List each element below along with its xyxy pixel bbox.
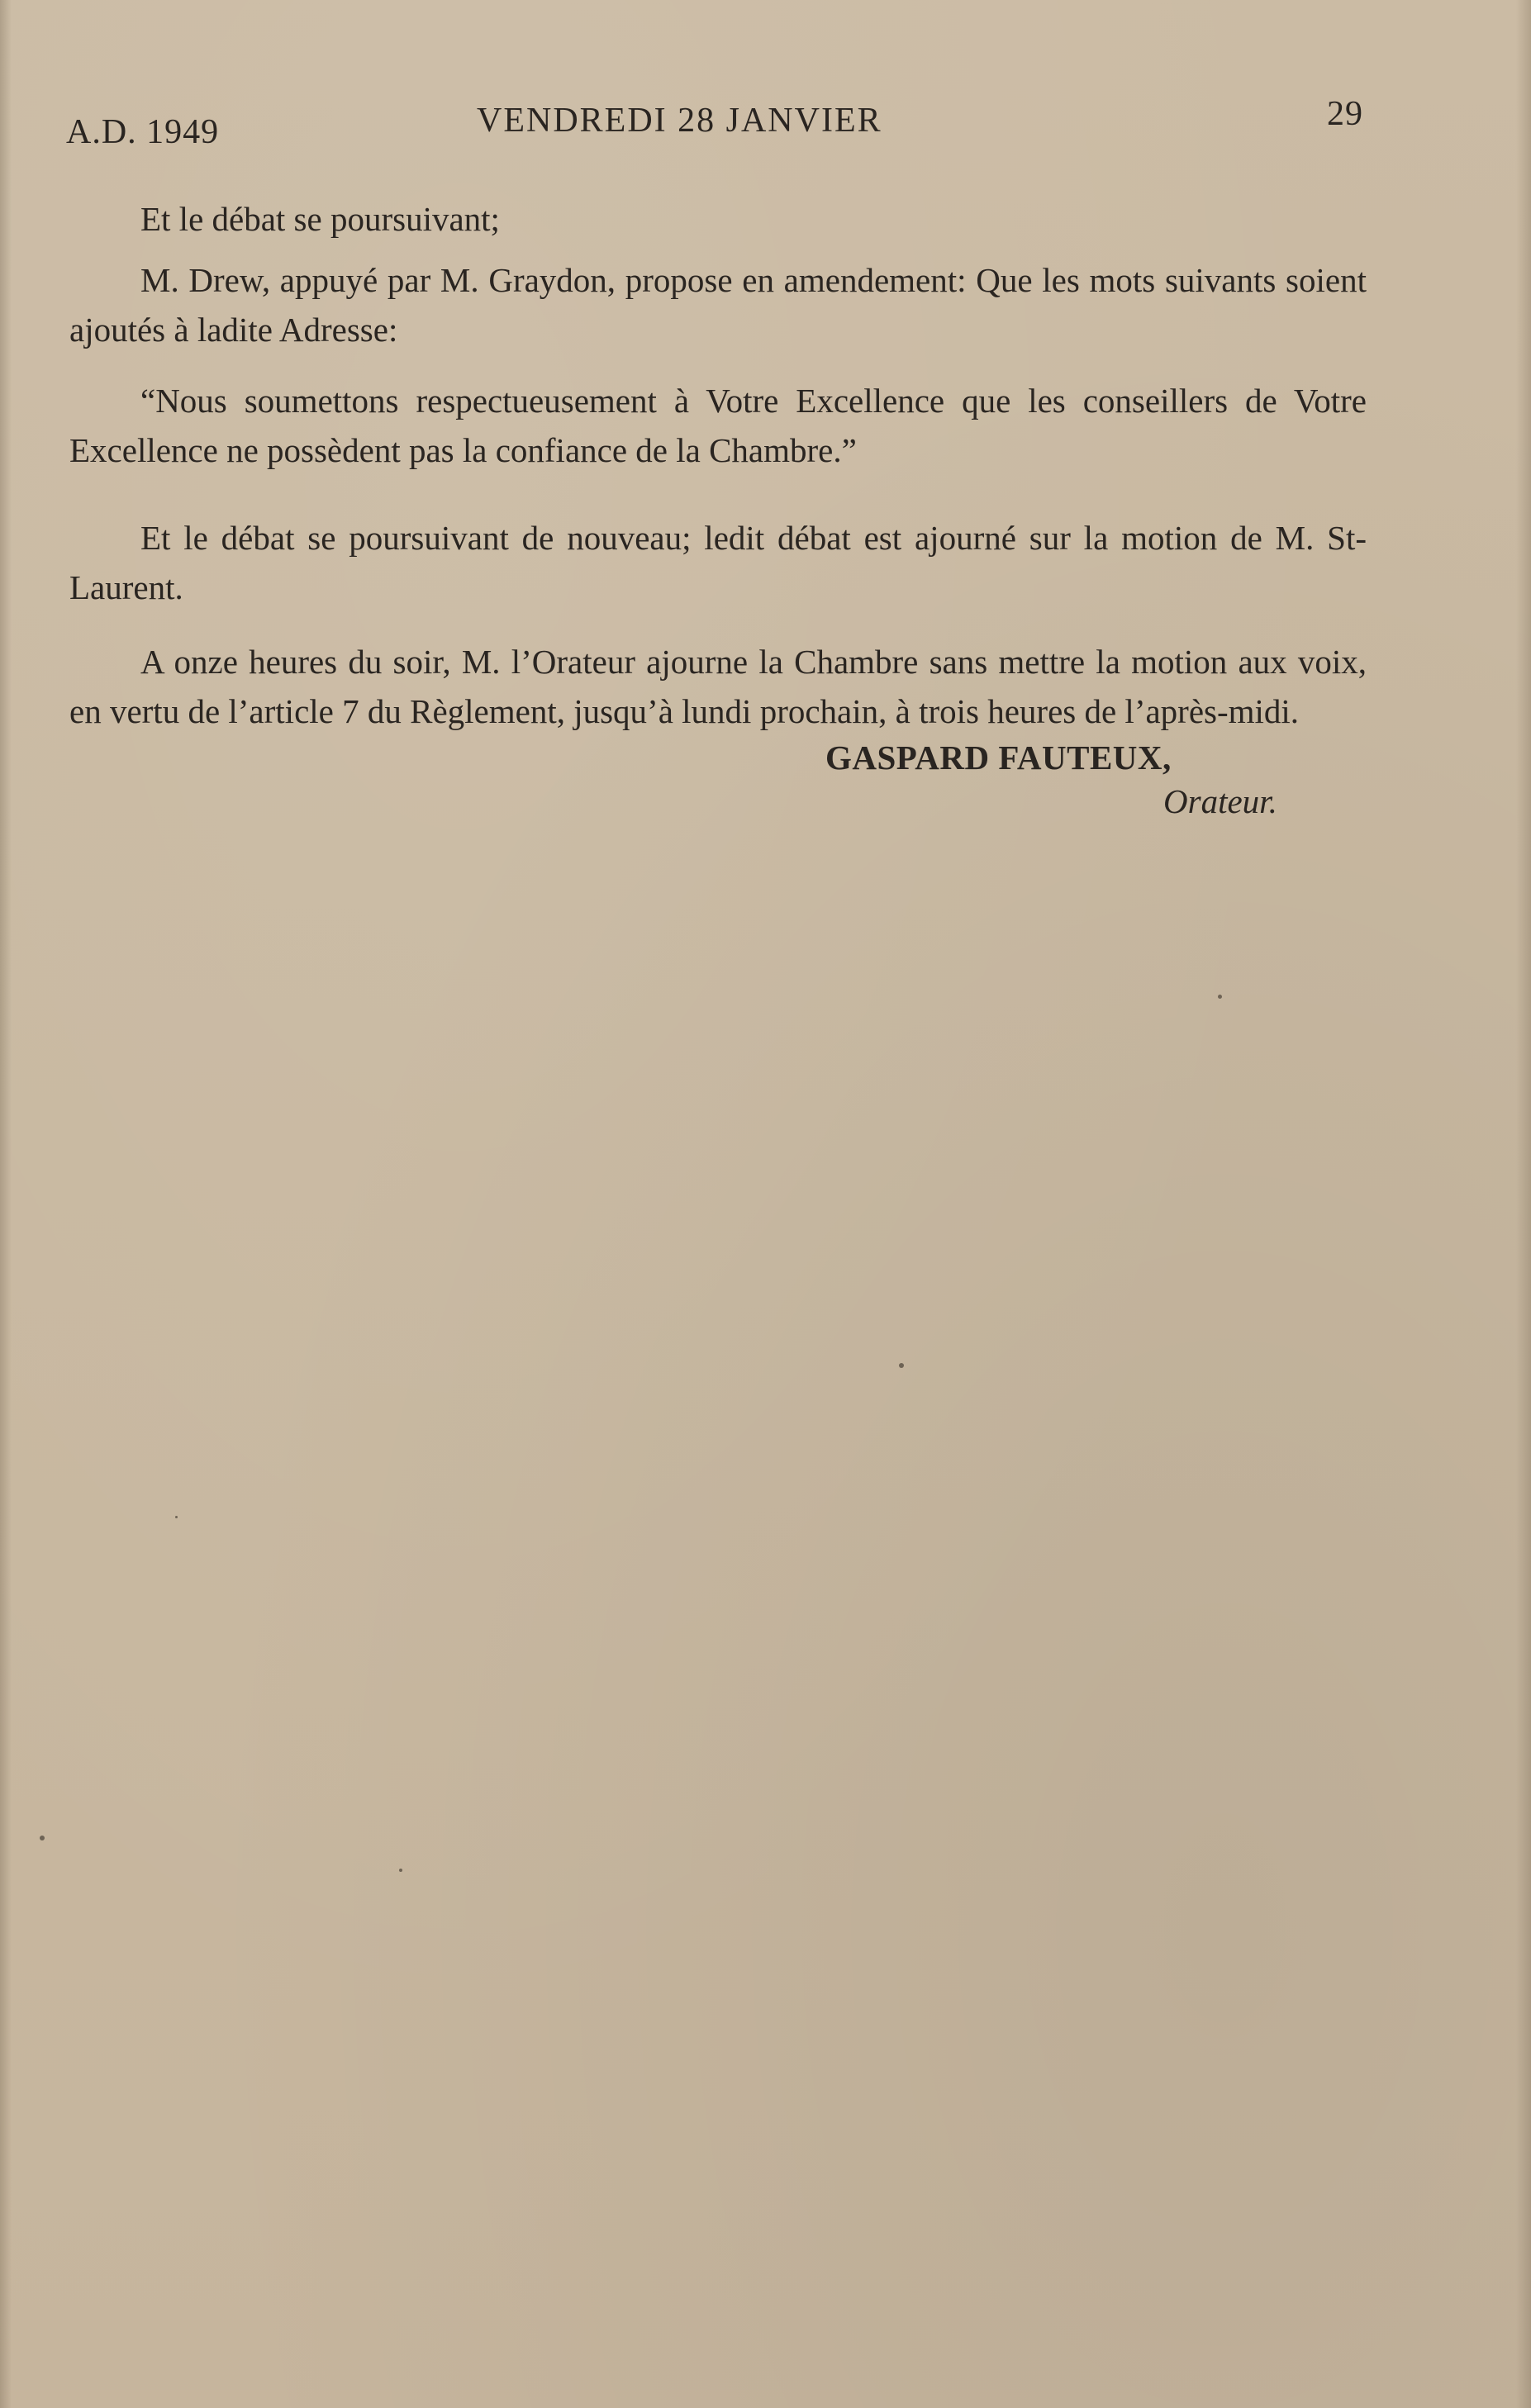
paper-speck	[1218, 995, 1222, 999]
page-edge-shadow-left	[0, 0, 12, 2408]
body-text	[69, 194, 1367, 759]
signature-name: GASPARD FAUTEUX,	[825, 739, 1172, 777]
running-header	[66, 95, 1363, 151]
signature-title: Orateur.	[1163, 782, 1277, 820]
paragraph-amendment: M. Drew, appuyé par M. Graydon, propose en amendement: Que les mots suivants soient ajoutés à ladite Adresse:	[69, 261, 1367, 349]
page-number: 29	[1327, 95, 1363, 133]
paragraph-debate-adjourned: Et le débat se poursuivant de nouveau; ledit débat est ajourné sur la motion de M. St-Laurent.	[69, 519, 1367, 606]
paragraph-debate-continues: Et le débat se poursuivant;	[140, 200, 500, 238]
header-date: VENDREDI 28 JANVIER	[477, 102, 882, 140]
header-year: A.D. 1949	[66, 113, 220, 151]
paper-speck	[40, 1836, 45, 1840]
paper-speck	[175, 1516, 178, 1518]
paragraph-house-adjourned: A onze heures du soir, M. l’Orateur ajourne la Chambre sans mettre la motion aux voix, en vertu de l’article 7 du Règlement, jusqu’à lundi prochain, à trois heures de l’après-midi.	[69, 643, 1367, 730]
paper-speck	[399, 1869, 402, 1872]
paragraph-quotation: “Nous soumettons respectueusement à Votre Excellence que les conseillers de Votre Excellence ne possèdent pas la confiance de la Chambre.”	[69, 382, 1367, 469]
paper-speck	[899, 1363, 904, 1368]
page-edge-shadow-right	[1516, 0, 1531, 2408]
